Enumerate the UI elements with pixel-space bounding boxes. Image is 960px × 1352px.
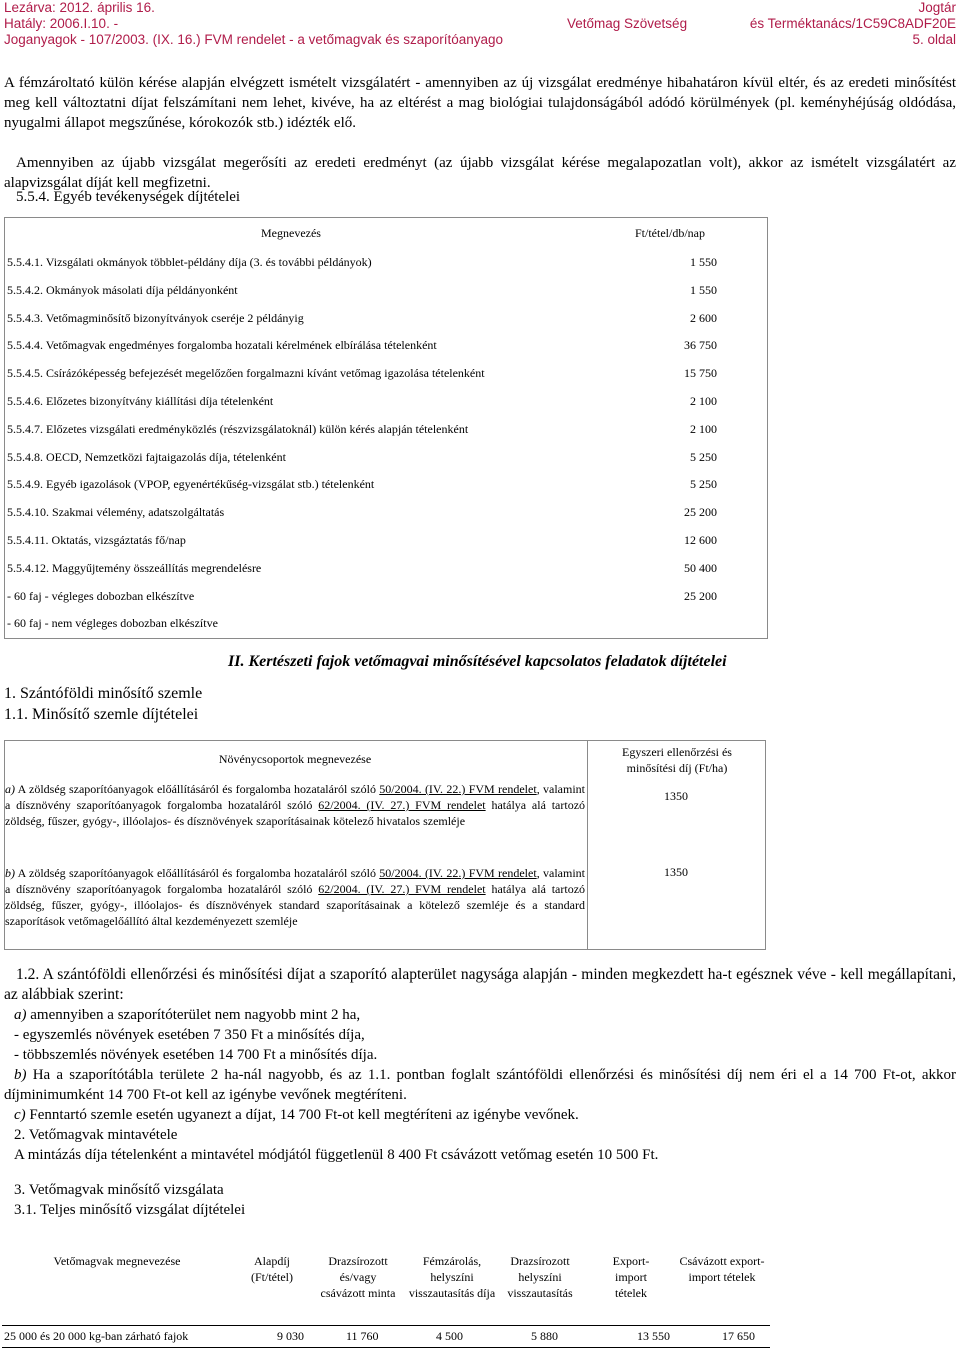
- heading-inspection-fees: 1.1. Minősítő szemle díjtételei: [4, 706, 199, 723]
- full-table-header: Fémzárolás, helyszíni visszautasítás díja: [408, 1254, 496, 1300]
- paragraph-1-2: 1.2. A szántóföldi ellenőrzési és minősítési díjat a szaporító alapterület nagysága alapján - minden megkezdett ha-t egésznek véve - kell megállapítani, az alábbiak szerint:: [4, 966, 956, 1003]
- fee-table-row: [7, 251, 765, 271]
- fee-row-name: 5.5.4.5. Csírázóképesség befejezését megelőzően forgalmazni kívánt vetőmag igazolása tételenként: [7, 366, 485, 381]
- fee-row-value: 25 200: [684, 588, 717, 603]
- full-table-header: Drazsírozott helyszíni visszautasítás: [507, 1254, 573, 1300]
- full-table-cell: 9 030: [277, 1329, 304, 1343]
- fee-row-value: 5 250: [690, 477, 717, 492]
- regulation-link-50-2004[interactable]: 50/2004. (IV. 22.) FVM rendelet: [379, 782, 537, 796]
- fee-row-name: 5.5.4.8. OECD, Nemzetközi fajtaigazolás díja, tételenként: [7, 449, 286, 464]
- fee-row-name: - 60 faj - nem végleges dobozban elkészítve: [7, 616, 218, 631]
- header-closed-date: Lezárva: 2012. április 16.: [4, 0, 155, 15]
- item-b: b) Ha a szaporítótábla területe 2 ha-nál nagyobb, és az 1.1. pontban foglalt szántóföldi ellenőrzési és minősítési díj nem éri el a 14 700 Ft-ot, akkor díjminimumként 14 700 Ft-ot kell az igénybe vevőnek megtéríteni.: [4, 1067, 957, 1103]
- row-a-label: a): [5, 782, 15, 796]
- full-table-cell: 13 550: [637, 1329, 670, 1343]
- fee-row-name: 5.5.4.6. Előzetes bizonyítvány kiállítási díja tételenként: [7, 394, 274, 408]
- paragraph-repeat-test: A fémzároltató külön kérése alapján elvégzett ismételt vizsgálatért - amennyiben az új vizsgálat eredménye hibahatáron kívül eltér, és az eredeti minősítést meg kell változtatni díjat felszámítani nem lehet, kivéve, ha az eltérést a mag biológiai tulajdonságából adódó körülmények (pl. keményhéjúság oldódása, nyugalmi állapot megszűnése, kórokozók stb.) idézték elő.: [4, 75, 956, 131]
- regulation-link-62-2004[interactable]: 62/2004. (IV. 27.) FVM rendelet: [318, 798, 486, 812]
- row-b-label: b): [5, 866, 15, 880]
- fee-row-name: - 60 faj - végleges dobozban elkészítve: [7, 588, 195, 603]
- fee-row-value: 1 550: [690, 255, 717, 269]
- fee-row-value: 50 400: [684, 560, 717, 575]
- fee-table: [4, 217, 768, 639]
- fee-row-value: 2 100: [690, 394, 717, 408]
- fee-row-value: 12 600: [684, 533, 717, 547]
- inspection-fee-table: [4, 740, 766, 950]
- heading-field-inspection: 1. Szántóföldi minősítő szemle: [4, 685, 203, 702]
- header-publisher: Vetőmag Szövetség: [567, 16, 688, 31]
- fee-row-value: 15 750: [684, 366, 717, 381]
- heading-sampling: 2. Vetőmagvak mintavétele: [14, 1127, 178, 1143]
- item-a-multi: - többszemlés növények esetében 14 700 Ft a minősítés díja.: [14, 1047, 378, 1063]
- paragraph-confirmation: Amennyiben az újabb vizsgálat megerősíti az eredeti eredményt (az újabb vizsgálat kérése megalapozatlan volt), akkor az ismételt vizsgálatért az alapvizsgálat díját kell megfizetni.: [4, 155, 956, 191]
- fee-table-header-name: Megnevezés: [261, 226, 321, 240]
- fee-row-value: 2 600: [690, 310, 717, 325]
- fee-table-header-unit: Ft/tétel/db/nap: [635, 226, 705, 240]
- full-table-header: Csávázott export-import tételek: [679, 1254, 765, 1284]
- item-a: a) amennyiben a szaporítóterület nem nagyobb mint 2 ha,: [14, 1007, 361, 1023]
- fee-row-value: 5 250: [690, 449, 717, 464]
- full-table-cell: 5 880: [531, 1329, 558, 1343]
- fee-table-row: [7, 390, 765, 410]
- header-doc-title: Joganyagok - 107/2003. (IX. 16.) FVM rendelet - a vetőmagvak és szaporítóanyago: [4, 32, 504, 47]
- section-2-title: II. Kertészeti fajok vetőmagvai minősítésével kapcsolatos feladatok díjtételei: [228, 653, 727, 670]
- fee-row-name: 5.5.4.3. Vetőmagminősítő bizonyítványok cseréje 2 példányig: [7, 310, 304, 325]
- inspection-row-a-fee: 1350: [664, 789, 688, 803]
- fee-row-value: 25 200: [684, 505, 717, 520]
- item-c: c) Fenntartó szemle esetén ugyanezt a díjat, 14 700 Ft-ot kell megtéríteni az igénybe vevőnek.: [14, 1107, 579, 1123]
- regulation-link-50-2004[interactable]: 50/2004. (IV. 22.) FVM rendelet: [379, 866, 537, 880]
- fee-table-row: [7, 501, 765, 521]
- full-table-cell: 17 650: [722, 1329, 755, 1343]
- full-table-header: Vetőmagvak megnevezése: [53, 1254, 181, 1268]
- fee-table-row: [7, 307, 765, 327]
- header-jogtar: Jogtár: [918, 0, 956, 15]
- fee-row-name: 5.5.4.1. Vizsgálati okmányok többlet-példány díja (3. és további példányok): [7, 255, 372, 269]
- header-effect: Hatály: 2006.I.10. -: [4, 16, 119, 31]
- inspection-header-fee: Egyszeri ellenőrzési és minősítési díj (Ft/ha): [622, 745, 732, 775]
- fee-row-name: 5.5.4.12. Maggyűjtemény összeállítás megrendelésre: [7, 560, 262, 575]
- table-rule: [2, 1325, 770, 1326]
- page-header: [0, 0, 960, 48]
- fee-table-row: [7, 612, 765, 632]
- table-rule: [2, 1347, 770, 1348]
- sampling-fee-text: A mintázás díja tételenként a mintavétel módjától függetlenül 8 400 Ft csávázott vetőmag esetén 10 500 Ft.: [14, 1147, 659, 1163]
- inspection-row-a-text: a) A zöldség szaporítóanyagok előállításáról és forgalomba hozataláról szóló 50/2004. (IV. 22.) FVM rendelet, valamint a dísznövény szaporítóanyagok forgalomba hozataláról szóló 62/2004. (IV. 27.) FVM rendelet hatálya alá tartozó zöldség, fűszer, gyógy-, illóolajos- és dísznövények szaporításainak kötelező hivatalos szemléje: [5, 782, 586, 828]
- section-5-5-4-title: 5.5.4. Egyéb tevékenységek díjtételei: [16, 189, 241, 205]
- fee-table-row: [7, 362, 765, 382]
- full-table-header: Alapdíj (Ft/tétel): [251, 1254, 293, 1284]
- fee-row-value: 1 550: [690, 282, 717, 297]
- fee-row-name: 5.5.4.10. Szakmai vélemény, adatszolgáltatás: [7, 505, 225, 520]
- fee-table-row: [7, 557, 765, 577]
- fee-row-name: 5.5.4.11. Oktatás, vizsgáztatás fő/nap: [7, 533, 186, 547]
- fee-table-row: [7, 334, 765, 354]
- header-doc-id: és Terméktanács/1C59C8ADF20E: [749, 16, 956, 31]
- inspection-header-groups: Növénycsoportok megnevezése: [218, 752, 372, 766]
- heading-full-testing-fees: 3.1. Teljes minősítő vizsgálat díjtételei: [14, 1202, 246, 1218]
- item-a-single: - egyszemlés növények esetében 7 350 Ft a minősítés díja,: [14, 1027, 365, 1043]
- fee-table-row: [7, 446, 765, 466]
- fee-table-row: [7, 279, 765, 299]
- header-page-number: 5. oldal: [912, 32, 956, 47]
- regulation-link-62-2004[interactable]: 62/2004. (IV. 27.) FVM rendelet: [318, 882, 486, 896]
- fee-row-name: 5.5.4.2. Okmányok másolati díja példányonként: [7, 282, 238, 297]
- inspection-row-b-fee: 1350: [664, 865, 688, 879]
- fee-table-row: [7, 418, 765, 438]
- fee-row-value: 36 750: [684, 338, 717, 353]
- full-table-cell: 25 000 és 20 000 kg-ban zárható fajok: [4, 1329, 189, 1343]
- full-table-header: Drazsírozott és/vagy csávázott minta: [320, 1254, 396, 1300]
- full-table-cell: 4 500: [436, 1329, 463, 1343]
- inspection-row-b-text: b) A zöldség szaporítóanyagok előállításáról és forgalomba hozataláról szóló 50/2004. (IV. 22.) FVM rendelet, valamint a dísznövény szaporítóanyagok forgalomba hozataláról szóló 62/2004. (IV. 27.) FVM rendelet hatálya alá tartozó zöldség, fűszer, gyógy-, illóolajos- és dísznövények standard szaporításainak a kötelező szemléje és a standard szaporítások vetőmagelőállító által kezdeményezett szemléje: [5, 866, 586, 928]
- fee-table-row: [7, 473, 765, 493]
- fee-row-value: 2 100: [690, 421, 717, 436]
- fee-table-row: [7, 529, 765, 549]
- fee-row-name: 5.5.4.7. Előzetes vizsgálati eredményközlés (részvizsgálatoknál) külön kérés alapján tételenként: [7, 421, 469, 436]
- fee-table-row: [7, 585, 765, 605]
- fee-row-name: 5.5.4.4. Vetőmagvak engedményes forgalomba hozatali kérelmének elbírálása tételenként: [7, 338, 437, 353]
- full-table-cell: 11 760: [346, 1329, 379, 1343]
- heading-testing: 3. Vetőmagvak minősítő vizsgálata: [14, 1182, 224, 1198]
- full-table-header: Export-import tételek: [612, 1254, 650, 1300]
- fee-row-name: 5.5.4.9. Egyéb igazolások (VPOP, egyenértékűség-vizsgálat stb.) tételenként: [7, 477, 375, 492]
- column-divider: [587, 741, 588, 949]
- full-testing-table: [2, 1241, 770, 1351]
